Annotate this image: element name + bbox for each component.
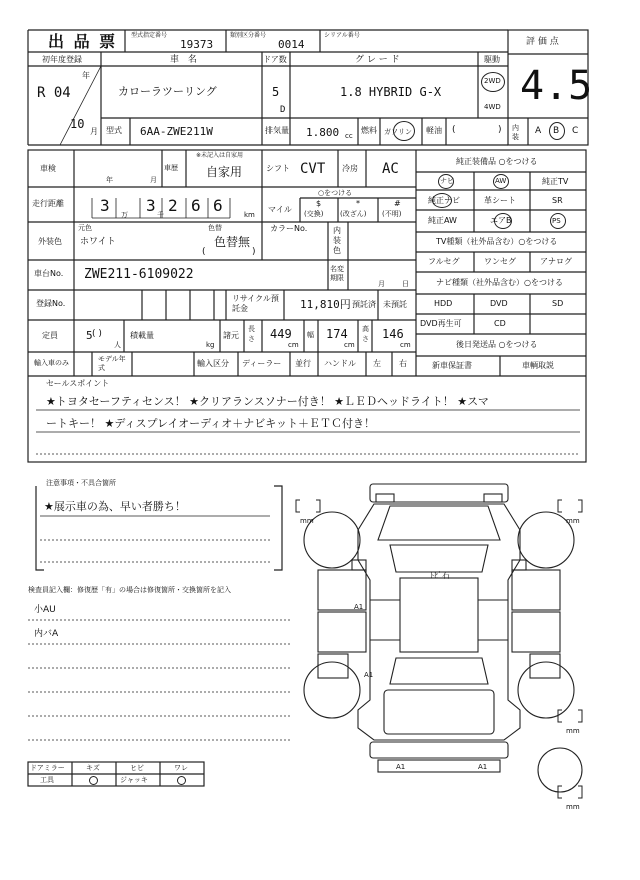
score-value: 4.5 bbox=[520, 63, 593, 109]
car-name: カローラツーリング bbox=[118, 85, 217, 98]
reg-no-label: 登録No. bbox=[36, 299, 66, 308]
equip-aw: AW bbox=[495, 177, 507, 185]
mm-label-3: mm bbox=[566, 727, 580, 735]
sales-line-2: ートキー！ ★ディスプレイオーディオ＋ナビキット＋ＥＴＣ付き！ bbox=[46, 417, 376, 430]
displacement-label: 排気量 bbox=[265, 126, 289, 135]
category-value: 0014 bbox=[278, 38, 305, 51]
repaint-paren-r: ) bbox=[252, 247, 256, 257]
handle-label: ハンドル bbox=[324, 359, 356, 368]
width-cm: cm bbox=[344, 341, 355, 349]
inspection-year-unit: 年 bbox=[106, 176, 113, 184]
tv-analog: アナログ bbox=[540, 257, 572, 266]
navi-dvd: DVD bbox=[490, 299, 508, 308]
name-change-label: 名変期限 bbox=[330, 265, 344, 282]
inspector-label: 検査員記入欄：修復歴「有」の場合は修復箇所・交換箇所を記入 bbox=[28, 586, 231, 594]
legend-jack: ジャッキ bbox=[120, 776, 148, 784]
category-label: 類別区分番号 bbox=[230, 32, 267, 39]
legend-scratch: キズ bbox=[86, 764, 100, 772]
door-type: D bbox=[280, 105, 286, 115]
name-change-day: 日 bbox=[402, 280, 409, 288]
legend-mirror: ドアミラー bbox=[30, 764, 65, 772]
meter-star: * bbox=[356, 199, 360, 208]
type-designation-label: 型式指定番号 bbox=[131, 32, 168, 39]
handle-right: 右 bbox=[399, 359, 407, 368]
repaint: 色替無 bbox=[214, 235, 251, 249]
chassis: ZWE211-6109022 bbox=[84, 267, 194, 282]
mile-label: マイル bbox=[268, 205, 292, 214]
history: 自家用 bbox=[206, 165, 243, 179]
capacity-paren: ( ) bbox=[92, 329, 102, 339]
inspector-line-2: 内バA bbox=[34, 629, 59, 639]
name-change-month: 月 bbox=[378, 280, 385, 288]
serial-label: シリアル番号 bbox=[324, 32, 360, 39]
handle-left: 左 bbox=[373, 359, 381, 368]
era-year: R 04 bbox=[37, 85, 71, 101]
score-label: 評 価 点 bbox=[526, 37, 559, 47]
mileage-digit-2: 3 bbox=[146, 196, 156, 215]
color-no-label: カラーNo. bbox=[270, 224, 308, 233]
navi-dvdplay: DVD再生可 bbox=[420, 319, 462, 328]
legend-tools: 工具 bbox=[40, 776, 54, 784]
legend-crack: ヒビ bbox=[130, 764, 144, 772]
mileage-digit-3: 2 bbox=[168, 196, 178, 215]
inspector-line-1: 小AU bbox=[34, 605, 56, 615]
equipment-header: 純正装備品 ○をつける bbox=[456, 157, 538, 166]
tv-header: TV種類（社外品含む）○をつける bbox=[436, 237, 558, 246]
interior-a: A bbox=[535, 126, 542, 136]
repaint-label: 色替 bbox=[208, 224, 222, 232]
model-year-label: モデル年式 bbox=[98, 355, 126, 372]
car-diagram bbox=[304, 484, 582, 792]
recycle-paid: 預託済 bbox=[352, 300, 376, 309]
meter-note: ○をつける bbox=[318, 189, 353, 197]
shift: CVT bbox=[300, 161, 326, 177]
load-label: 積載量 bbox=[130, 331, 154, 340]
meter-exchange: (交換) bbox=[304, 210, 324, 218]
mm-label-1: mm bbox=[300, 517, 314, 525]
fuel-paren-r: ) bbox=[498, 125, 502, 135]
notes-line-1: ★展示車の為、早い者勝ち！ bbox=[44, 500, 186, 513]
repaint-paren-l: ( bbox=[202, 247, 206, 257]
equip-leather: 革シート bbox=[484, 196, 516, 205]
legend-tools-check bbox=[89, 776, 98, 785]
mileage-digit-1: 3 bbox=[100, 196, 110, 215]
history-label: 車歴 bbox=[164, 164, 178, 172]
diagram-mark-1: A1 bbox=[354, 603, 364, 611]
doors-label: ドア数 bbox=[263, 55, 287, 64]
legend-break: ワレ bbox=[174, 764, 188, 772]
navi-header: ナビ種類（社外品含む）○をつける bbox=[436, 278, 563, 287]
interior-c: C bbox=[572, 126, 579, 136]
history-note: ※未記入は自家用 bbox=[196, 152, 244, 159]
cc-unit: cc bbox=[345, 132, 353, 140]
inspection-label: 車検 bbox=[40, 164, 56, 173]
doors: 5 bbox=[272, 85, 280, 99]
mileage-digit-4: 6 bbox=[191, 196, 201, 215]
equip-airbag: エアB bbox=[490, 216, 512, 225]
import-label: 輸入車のみ bbox=[34, 359, 69, 367]
model-label: 型式 bbox=[106, 126, 122, 135]
later-warranty: 新車保証書 bbox=[432, 361, 472, 370]
equip-ps: PS bbox=[552, 217, 561, 225]
length-label: 長さ bbox=[248, 325, 255, 343]
drive-label: 駆動 bbox=[484, 55, 500, 64]
fuel-label: 燃料 bbox=[361, 126, 377, 135]
diagram-mark-2: A1 bbox=[364, 671, 374, 679]
mileage-label: 走行距離 bbox=[32, 199, 64, 208]
year-unit: 年 bbox=[82, 71, 90, 80]
recycle-value: 11,810円 bbox=[300, 298, 351, 311]
import-class-label: 輸入区分 bbox=[197, 359, 229, 368]
length-cm: cm bbox=[288, 341, 299, 349]
height: 146 bbox=[382, 327, 404, 341]
diagram-mark-4: A1 bbox=[478, 763, 488, 771]
meter-tampered: (改ざん) bbox=[340, 210, 367, 218]
interior-label: 内装 bbox=[512, 124, 519, 141]
legend-jack-check bbox=[177, 776, 186, 785]
import-parallel: 並行 bbox=[295, 359, 311, 368]
meter-yen: $ bbox=[316, 199, 322, 208]
shift-label: シフト bbox=[266, 164, 290, 173]
height-label: 高さ bbox=[362, 325, 369, 343]
diagram-mark-3: A1 bbox=[396, 763, 406, 771]
model: 6AA-ZWE211W bbox=[140, 125, 213, 138]
kg-unit: kg bbox=[206, 341, 215, 349]
import-dealer: ディーラー bbox=[242, 359, 282, 368]
equip-navi: ナビ bbox=[440, 177, 454, 185]
person-unit: 人 bbox=[114, 341, 121, 349]
orig-color-label: 元色 bbox=[78, 224, 92, 232]
diagram-roof-note: ﾄﾋﾞ石 bbox=[430, 571, 450, 580]
month-unit: 月 bbox=[90, 127, 98, 136]
displacement: 1.800 bbox=[306, 126, 340, 139]
fuel: ガソリン bbox=[384, 128, 412, 136]
light-oil: 軽油 bbox=[426, 126, 442, 135]
equip-jaw: 純正AW bbox=[428, 216, 457, 225]
form-title: 出 品 票 bbox=[48, 32, 118, 51]
cooler-label: 冷房 bbox=[342, 164, 358, 173]
navi-hdd: HDD bbox=[434, 299, 453, 308]
equip-sr: SR bbox=[552, 196, 563, 205]
equip-jnavi: 純正ナビ bbox=[428, 196, 460, 205]
capacity-label: 定員 bbox=[42, 331, 58, 340]
orig-color: ホワイト bbox=[80, 237, 116, 247]
sales-line-1: ★トヨタセーフティセンス！ ★クリアランスソナー付き！ ★ＬＥＤヘッドライト！ ★スマ bbox=[46, 395, 489, 408]
sen-unit: 千 bbox=[157, 211, 164, 219]
mileage-digit-5: 6 bbox=[213, 196, 223, 215]
fuel-paren-l: ( bbox=[452, 125, 456, 135]
interior-b: B bbox=[553, 126, 560, 136]
meter-unknown: (不明) bbox=[382, 210, 402, 218]
equip-tv: 純正TV bbox=[542, 177, 569, 186]
length: 449 bbox=[270, 327, 292, 341]
recycle-unpaid: 未預託 bbox=[383, 300, 407, 309]
grade-label: グ レ ー ド bbox=[355, 55, 400, 65]
later-header: 後日発送品 ○をつける bbox=[456, 340, 538, 349]
capacity: 5 bbox=[86, 329, 93, 342]
meter-hash: # bbox=[394, 199, 401, 208]
height-cm: cm bbox=[400, 341, 411, 349]
chassis-label: 車台No. bbox=[34, 269, 64, 278]
inspection-month-unit: 月 bbox=[150, 176, 157, 184]
mm-label-4: mm bbox=[566, 803, 580, 811]
tv-oneseg: ワンセグ bbox=[484, 257, 516, 266]
color-label: 外装色 bbox=[38, 237, 62, 246]
drive-4wd: 4WD bbox=[484, 103, 501, 111]
later-manual: 車輌取説 bbox=[522, 361, 554, 370]
notes-label: 注意事項・不具合箇所 bbox=[46, 479, 116, 487]
cooler: AC bbox=[382, 161, 399, 177]
man-unit: 万 bbox=[121, 211, 128, 219]
width-label: 幅 bbox=[307, 331, 314, 339]
width: 174 bbox=[326, 327, 348, 341]
navi-sd: SD bbox=[552, 299, 564, 308]
interior-color-label: 内装色 bbox=[333, 226, 341, 255]
km-unit: km bbox=[244, 211, 255, 219]
recycle-label: リサイクル預託金 bbox=[232, 294, 279, 313]
mm-label-2: mm bbox=[566, 517, 580, 525]
car-name-label: 車 名 bbox=[170, 55, 200, 65]
grade: 1.8 HYBRID G-X bbox=[340, 85, 442, 99]
reg-month: 10 bbox=[70, 117, 85, 131]
navi-cd: CD bbox=[494, 319, 506, 328]
drive-2wd: 2WD bbox=[484, 77, 501, 85]
tv-fullseg: フルセグ bbox=[428, 257, 460, 266]
first-reg-label: 初年度登録 bbox=[42, 55, 82, 64]
dims-label: 諸元 bbox=[223, 331, 239, 340]
sales-label: セールスポイント bbox=[46, 379, 110, 388]
type-designation-value: 19373 bbox=[180, 38, 214, 51]
